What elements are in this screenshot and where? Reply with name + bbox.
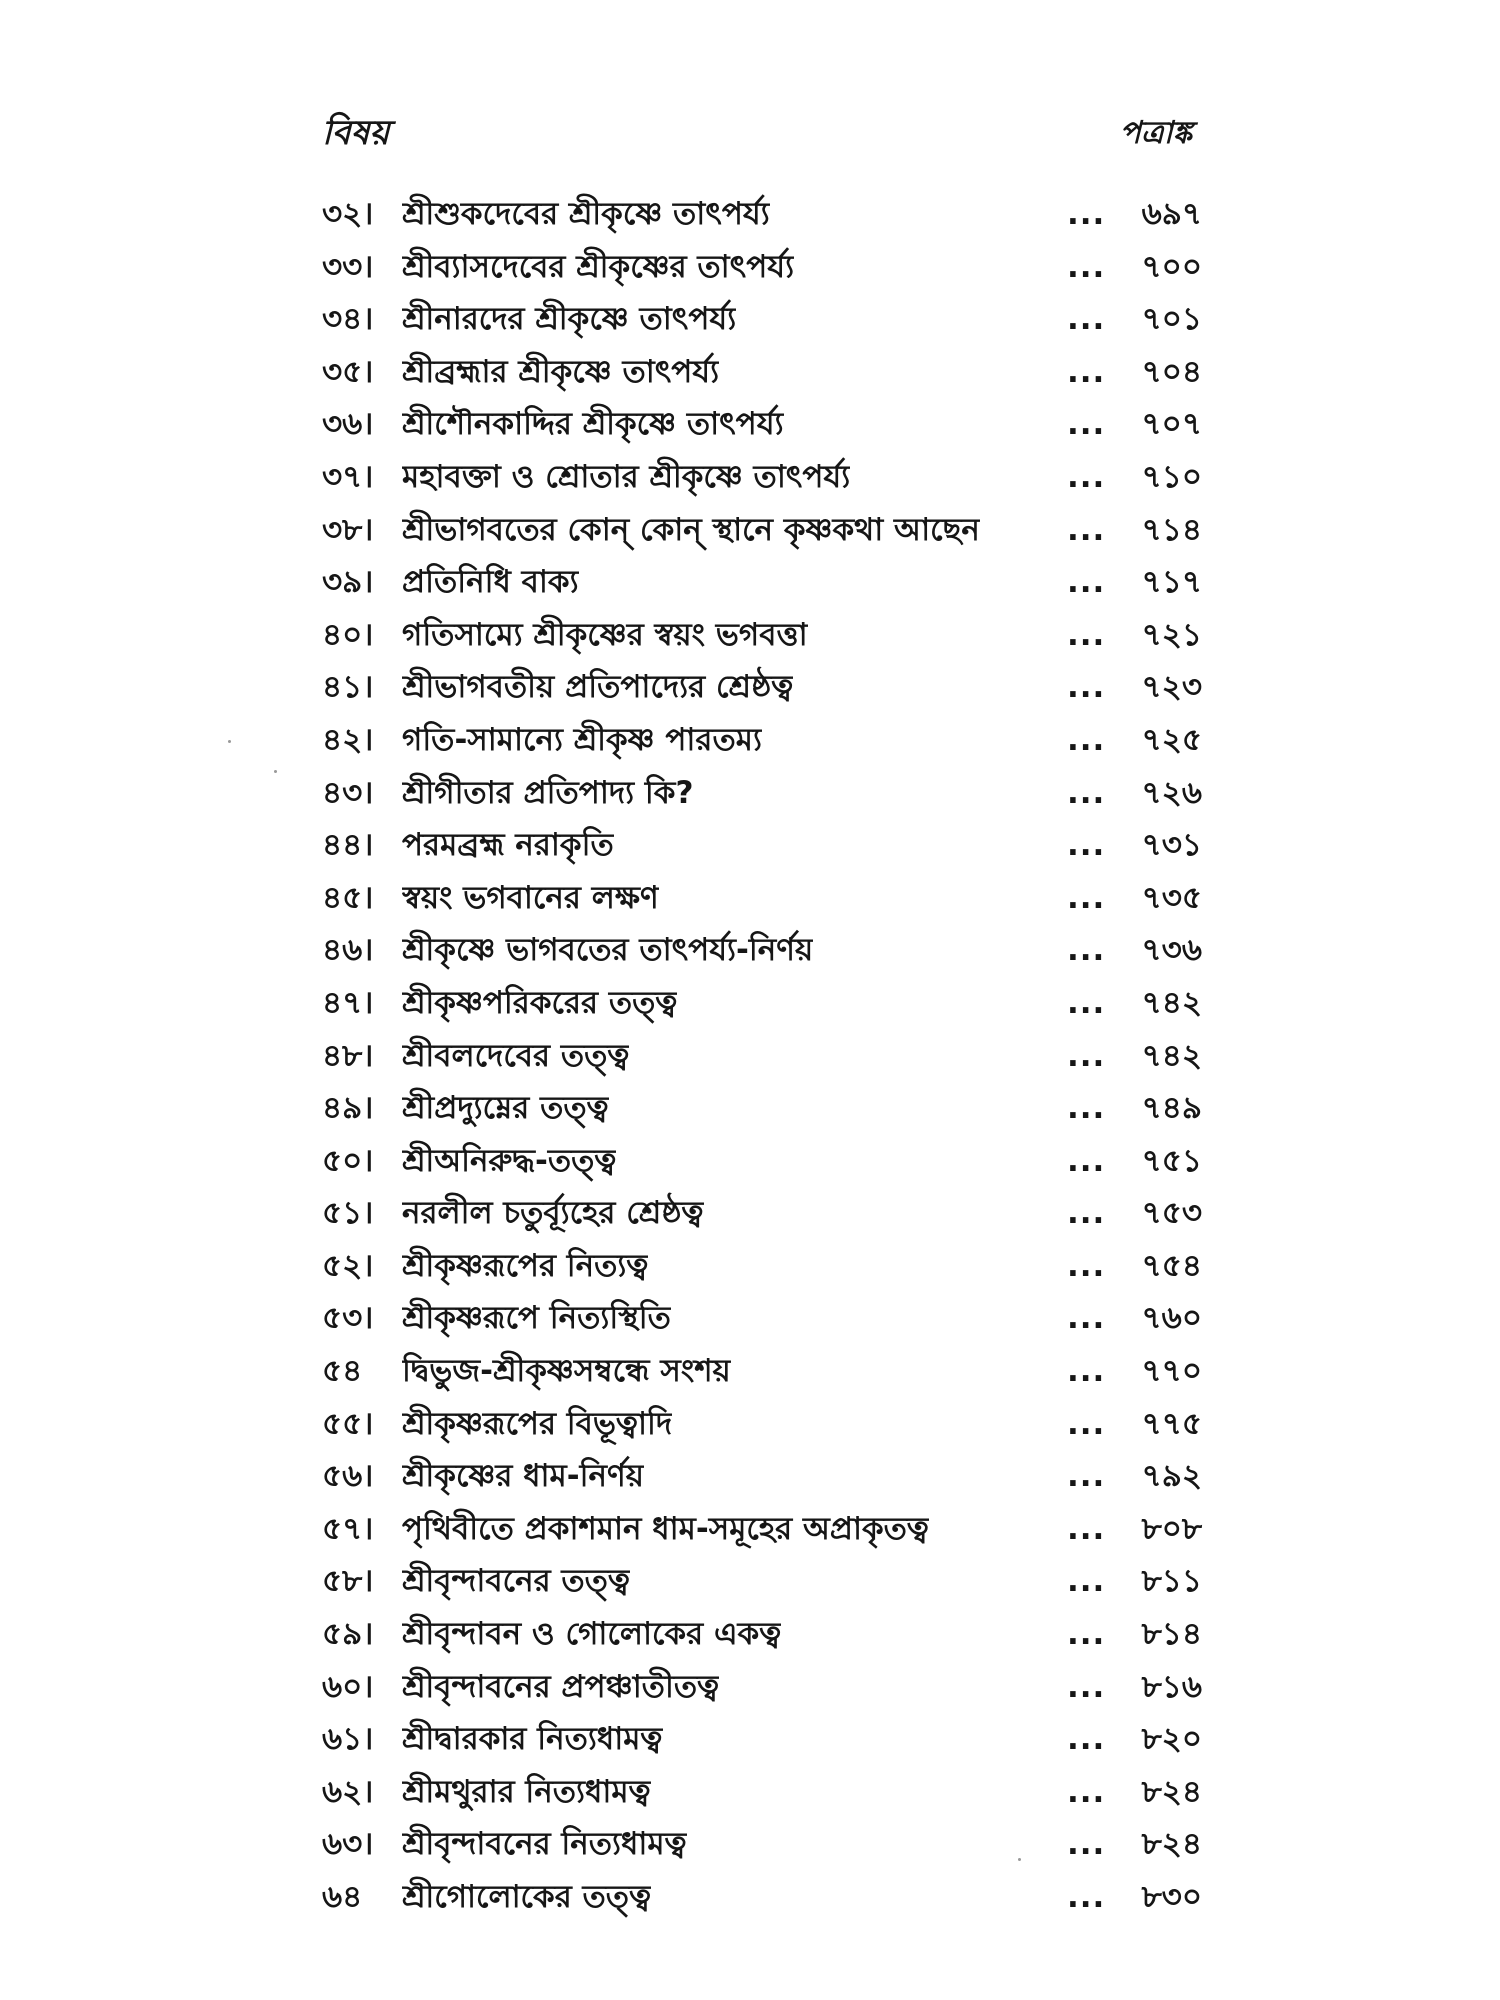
- dot-leader: ...: [1067, 827, 1106, 864]
- dot-leader: ...: [1067, 1879, 1106, 1915]
- entry-title: শ্রীকৃষ্ণরূপের বিভূত্বাদি: [402, 1405, 673, 1442]
- entry-number: ৫৯।: [322, 1616, 374, 1653]
- entry-title: শ্রীনারদের শ্রীকৃষ্ণে তাৎপর্য্য: [402, 301, 737, 338]
- toc-entry: [322, 1503, 1202, 1556]
- entry-page-number: ৭২৩: [1141, 669, 1202, 706]
- entry-number: ৪৭।: [322, 984, 374, 1021]
- toc-entry: [322, 1661, 1202, 1714]
- dot-leader: ...: [1067, 1826, 1106, 1863]
- dot-leader: ...: [1067, 616, 1106, 653]
- entry-number: ৬২।: [322, 1773, 374, 1810]
- entry-title: শ্রীবৃন্দাবন ও গোলোকের একত্ব: [402, 1616, 782, 1653]
- entry-page-number: ৮২৪: [1141, 1773, 1202, 1810]
- toc-entry: [322, 398, 1202, 451]
- dot-leader: ...: [1067, 1721, 1106, 1758]
- entry-title: শ্রীব্রহ্মার শ্রীকৃষ্ণে তাৎপর্য্য: [402, 353, 720, 390]
- entry-title: শ্রীকৃষ্ণে ভাগবতের তাৎপর্য্য-নির্ণয়: [402, 932, 814, 969]
- entry-page-number: ৭০৪: [1141, 353, 1202, 390]
- dot-leader: ...: [1067, 1090, 1106, 1127]
- toc-entry: [322, 1398, 1202, 1451]
- dot-leader: ...: [1067, 1353, 1106, 1390]
- toc-entry: [322, 1555, 1202, 1608]
- dot-leader: ...: [1067, 511, 1106, 548]
- entry-title: শ্রীবলদেবের তত্ত্ব: [402, 1037, 630, 1074]
- entry-page-number: ৭৪২: [1141, 984, 1202, 1021]
- toc-entry: [322, 714, 1202, 767]
- entry-page-number: ৮১১: [1141, 1563, 1202, 1600]
- toc-entry: [322, 1030, 1202, 1083]
- toc-entry: [322, 1766, 1202, 1819]
- entry-page-number: ৭১৪: [1141, 511, 1202, 548]
- dot-leader: ...: [1067, 1195, 1106, 1232]
- entry-page-number: ৮৩০: [1141, 1879, 1202, 1915]
- page-column-heading: পত্রাঙ্ক: [1119, 115, 1192, 151]
- entry-number: ৪২।: [322, 721, 374, 758]
- entry-title: শ্রীগীতার প্রতিপাদ্য কি?: [402, 774, 694, 811]
- toc-entry: [322, 661, 1202, 714]
- dot-leader: ...: [1067, 1142, 1106, 1179]
- entry-number: ৪৫।: [322, 879, 374, 916]
- dot-leader: ...: [1067, 669, 1106, 706]
- toc-entry: [322, 1818, 1202, 1871]
- entry-number: ৫৫।: [322, 1405, 374, 1442]
- entry-number: ৩৫।: [322, 353, 374, 390]
- dot-leader: ...: [1067, 1616, 1106, 1653]
- entry-page-number: ৭৩৬: [1141, 932, 1202, 969]
- entry-number: ৫০।: [322, 1142, 374, 1179]
- entry-page-number: ৭১৭: [1141, 564, 1202, 601]
- toc-entry: [322, 1608, 1202, 1661]
- entry-page-number: ৭৭৫: [1141, 1405, 1202, 1442]
- entry-title: শ্রীকৃষ্ণপরিকরের তত্ত্ব: [402, 984, 678, 1021]
- entry-title: দ্বিভুজ-শ্রীকৃষ্ণসম্বন্ধে সংশয়: [402, 1353, 731, 1390]
- entry-title: গতি-সামান্যে শ্রীকৃষ্ণ পারতম্য: [402, 721, 762, 758]
- scan-speck: [228, 740, 231, 743]
- entry-title: শ্রীবৃন্দাবনের তত্ত্ব: [402, 1563, 630, 1600]
- dot-leader: ...: [1067, 774, 1106, 811]
- toc-entry: [322, 924, 1202, 977]
- entry-page-number: ৮২৪: [1141, 1826, 1202, 1863]
- entry-number: ৪৮।: [322, 1037, 374, 1074]
- entry-title: শ্রীকৃষ্ণের ধাম-নির্ণয়: [402, 1458, 644, 1495]
- toc-entry: [322, 188, 1202, 241]
- entry-title: শ্রীকৃষ্ণরূপে নিত্যস্থিতি: [402, 1300, 671, 1337]
- entry-page-number: ৮১৬: [1141, 1668, 1202, 1705]
- entry-number: ৪১।: [322, 669, 374, 706]
- entry-number: ৪৩।: [322, 774, 374, 811]
- entry-title: শ্রীগোলোকের তত্ত্ব: [402, 1879, 652, 1915]
- entry-title: শ্রীভাগবতীয় প্রতিপাদ্যের শ্রেষ্ঠত্ব: [402, 669, 794, 706]
- entry-number: ৩৩।: [322, 248, 374, 285]
- entry-page-number: ৮১৪: [1141, 1616, 1202, 1653]
- dot-leader: ...: [1067, 196, 1106, 232]
- entry-title: শ্রীবৃন্দাবনের নিত্যধামত্ব: [402, 1826, 687, 1863]
- entry-page-number: ৭৬০: [1141, 1300, 1202, 1337]
- scan-speck: [274, 770, 277, 773]
- toc-entry: [322, 767, 1202, 820]
- entry-page-number: ৭৫১: [1141, 1142, 1202, 1179]
- entry-page-number: ৭৩৫: [1141, 879, 1202, 916]
- entry-title: শ্রীঅনিরুদ্ধ-তত্ত্ব: [402, 1142, 617, 1179]
- toc-entry: [322, 504, 1202, 557]
- entry-title: শ্রীবৃন্দাবনের প্রপঞ্চাতীতত্ব: [402, 1668, 720, 1705]
- dot-leader: ...: [1067, 248, 1106, 285]
- toc-entry: [322, 241, 1202, 294]
- entry-number: ৩৮।: [322, 511, 374, 548]
- dot-leader: ...: [1067, 1405, 1106, 1442]
- dot-leader: ...: [1067, 1458, 1106, 1495]
- toc-entry: [322, 609, 1202, 662]
- entry-number: ৬০।: [322, 1668, 374, 1705]
- entry-number: ৩২।: [322, 196, 374, 232]
- dot-leader: ...: [1067, 879, 1106, 916]
- dot-leader: ...: [1067, 1300, 1106, 1337]
- entry-number: ৫৮।: [322, 1563, 374, 1600]
- scan-speck: [1018, 1858, 1021, 1861]
- entry-page-number: ৭৪৯: [1141, 1090, 1202, 1127]
- entry-title: স্বয়ং ভগবানের লক্ষণ: [402, 879, 659, 916]
- toc-entry: [322, 872, 1202, 925]
- entry-number: ৫১।: [322, 1195, 374, 1232]
- dot-leader: ...: [1067, 301, 1106, 338]
- toc-entry: [322, 977, 1202, 1030]
- entry-page-number: ৭২৬: [1141, 774, 1202, 811]
- entry-page-number: ৭৫৪: [1141, 1247, 1202, 1284]
- toc-entry: [322, 1240, 1202, 1293]
- dot-leader: ...: [1067, 1668, 1106, 1705]
- toc-entry: [322, 451, 1202, 504]
- entry-page-number: ৮২০: [1141, 1721, 1202, 1758]
- entry-title: পরমব্রহ্ম নরাকৃতি: [402, 827, 614, 864]
- entry-page-number: ৬৯৭: [1141, 196, 1202, 232]
- entry-page-number: ৭২১: [1141, 616, 1202, 653]
- dot-leader: ...: [1067, 1037, 1106, 1074]
- toc-entry: [322, 556, 1202, 609]
- entry-number: ৪৬।: [322, 932, 374, 969]
- entry-page-number: ৭৫৩: [1141, 1195, 1202, 1232]
- toc-entry: [322, 1713, 1202, 1766]
- entry-number: ৫৪: [322, 1353, 363, 1390]
- toc-entry: [322, 346, 1202, 399]
- entry-number: ৪৯।: [322, 1090, 374, 1127]
- entry-title: শ্রীকৃষ্ণরূপের নিত্যত্ব: [402, 1247, 649, 1284]
- entry-number: ৩৬।: [322, 406, 374, 443]
- entry-page-number: ৭২৫: [1141, 721, 1202, 758]
- entry-title: শ্রীদ্বারকার নিত্যধামত্ব: [402, 1721, 663, 1758]
- entry-number: ৫৬।: [322, 1458, 374, 1495]
- toc-entry: [322, 819, 1202, 872]
- entry-number: ৩৪।: [322, 301, 374, 338]
- entry-title: শ্রীশুকদেবের শ্রীকৃষ্ণে তাৎপর্য্য: [402, 196, 770, 232]
- entry-title: প্রতিনিধি বাক্য: [402, 564, 579, 601]
- entry-number: ৬৩।: [322, 1826, 374, 1863]
- entry-page-number: ৭০০: [1141, 248, 1202, 285]
- toc-entry: [322, 1082, 1202, 1135]
- subject-column-heading: বিষয়: [322, 113, 390, 153]
- entry-number: ৬৪: [322, 1879, 363, 1915]
- dot-leader: ...: [1067, 1247, 1106, 1284]
- dot-leader: ...: [1067, 932, 1106, 969]
- entry-page-number: ৭৯২: [1141, 1458, 1202, 1495]
- entry-title: শ্রীব্যাসদেবের শ্রীকৃষ্ণের তাৎপর্য্য: [402, 248, 795, 285]
- entry-page-number: ৭৭০: [1141, 1353, 1202, 1390]
- toc-header: [322, 108, 1192, 158]
- table-of-contents: [322, 188, 1202, 1924]
- entry-number: ৩৭।: [322, 458, 374, 495]
- dot-leader: ...: [1067, 458, 1106, 495]
- entry-number: ৫২।: [322, 1247, 374, 1284]
- dot-leader: ...: [1067, 564, 1106, 601]
- dot-leader: ...: [1067, 353, 1106, 390]
- dot-leader: ...: [1067, 406, 1106, 443]
- entry-number: ৬১।: [322, 1721, 374, 1758]
- entry-number: ৫৭।: [322, 1510, 374, 1547]
- toc-entry: [322, 1345, 1202, 1398]
- dot-leader: ...: [1067, 1563, 1106, 1600]
- toc-entry: [322, 1187, 1202, 1240]
- entry-number: ৫৩।: [322, 1300, 374, 1337]
- entry-title: গতিসাম্যে শ্রীকৃষ্ণের স্বয়ং ভগবত্তা: [402, 616, 808, 653]
- entry-title: পৃথিবীতে প্রকাশমান ধাম-সমূহের অপ্রাকৃতত্ব: [402, 1510, 929, 1547]
- entry-title: শ্রীশৌনকাদ্দির শ্রীকৃষ্ণে তাৎপর্য্য: [402, 406, 784, 443]
- entry-number: ৪০।: [322, 616, 374, 653]
- entry-page-number: ৭১০: [1141, 458, 1202, 495]
- dot-leader: ...: [1067, 721, 1106, 758]
- entry-title: শ্রীপ্রদ্যুম্নের তত্ত্ব: [402, 1090, 609, 1127]
- entry-title: শ্রীমথুরার নিত্যধামত্ব: [402, 1773, 651, 1810]
- entry-title: মহাবক্তা ও শ্রোতার শ্রীকৃষ্ণে তাৎপর্য্য: [402, 458, 851, 495]
- entry-page-number: ৭০১: [1141, 301, 1202, 338]
- toc-entry: [322, 1135, 1202, 1188]
- dot-leader: ...: [1067, 1510, 1106, 1547]
- entry-number: ৪৪।: [322, 827, 374, 864]
- entry-page-number: ৭৩১: [1141, 827, 1202, 864]
- toc-entry: [322, 293, 1202, 346]
- entry-title: শ্রীভাগবতের কোন্ কোন্ স্থানে কৃষ্ণকথা আছেন: [402, 511, 980, 548]
- toc-entry: [322, 1292, 1202, 1345]
- entry-number: ৩৯।: [322, 564, 374, 601]
- entry-page-number: ৮০৮: [1141, 1510, 1202, 1547]
- entry-page-number: ৭৪২: [1141, 1037, 1202, 1074]
- dot-leader: ...: [1067, 1773, 1106, 1810]
- entry-title: নরলীল চতুর্ব্যূহের শ্রেষ্ঠত্ব: [402, 1195, 704, 1232]
- toc-entry: [322, 1871, 1202, 1924]
- toc-entry: [322, 1450, 1202, 1503]
- dot-leader: ...: [1067, 984, 1106, 1021]
- entry-page-number: ৭০৭: [1141, 406, 1202, 443]
